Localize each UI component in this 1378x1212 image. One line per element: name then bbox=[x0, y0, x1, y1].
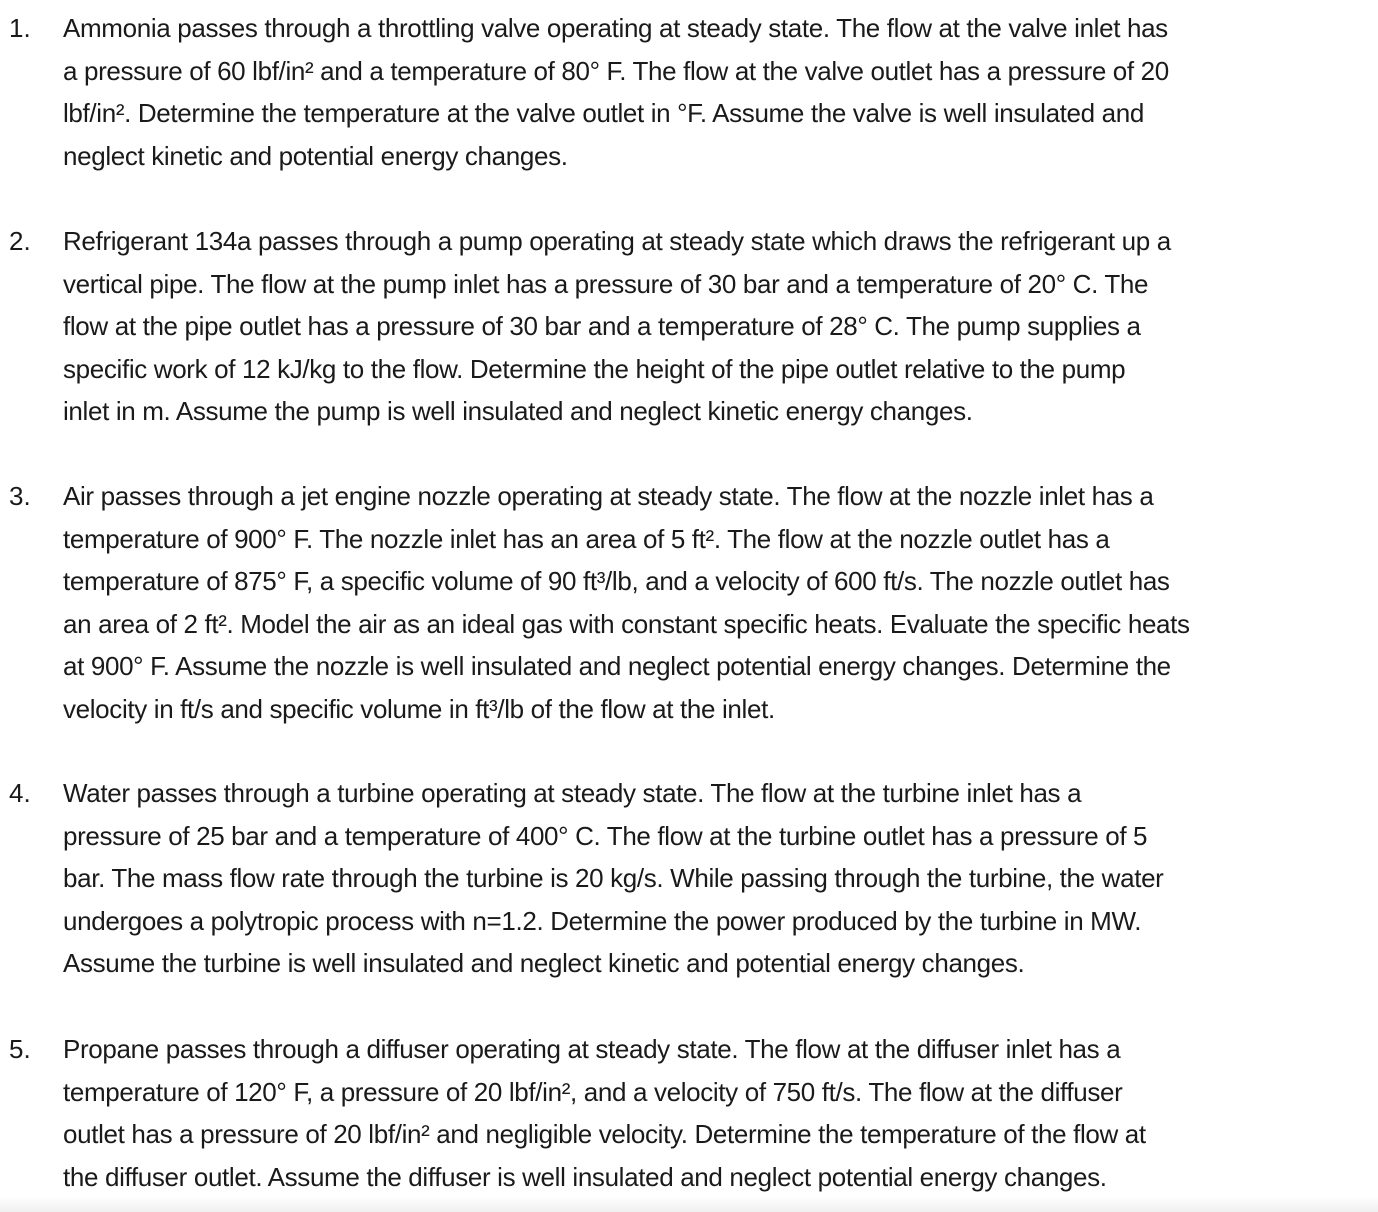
problem-text-line: temperature of 900° F. The nozzle inlet has an area of 5 ft². The flow at the nozzle outlet has a bbox=[63, 523, 1110, 554]
problem-number: 2. bbox=[9, 226, 31, 256]
problem-5 bbox=[0, 1028, 1378, 1198]
problem-text-line: neglect kinetic and potential energy changes. bbox=[63, 140, 568, 171]
bottom-fade bbox=[0, 1196, 1378, 1212]
problem-text-line: lbf/in². Determine the temperature at the valve outlet in °F. Assume the valve is well insulated and bbox=[63, 98, 1144, 128]
problem-text-line: Water passes through a turbine operating at steady state. The flow at the turbine inlet has a bbox=[63, 778, 1082, 808]
problem-text-line: Air passes through a jet engine nozzle operating at steady state. The flow at the nozzle inlet has a bbox=[63, 481, 1154, 511]
problem-2 bbox=[0, 220, 1378, 433]
problem-text-line: bar. The mass flow rate through the turbine is 20 kg/s. While passing through the turbine, the water bbox=[63, 863, 1164, 893]
problem-text-line: vertical pipe. The flow at the pump inlet has a pressure of 30 bar and a temperature of 20° C. The bbox=[63, 268, 1149, 299]
problem-text-line: a pressure of 60 lbf/in² and a temperature of 80° F. The flow at the valve outlet has a pressure of 20 bbox=[63, 55, 1169, 86]
problem-number: 5. bbox=[9, 1034, 31, 1064]
problem-text-line: Ammonia passes through a throttling valve operating at steady state. The flow at the valve inlet has bbox=[63, 13, 1168, 43]
problem-text-line: temperature of 875° F, a specific volume of 90 ft³/lb, and a velocity of 600 ft/s. The nozzle outlet has bbox=[63, 566, 1170, 596]
problem-number: 3. bbox=[9, 481, 31, 511]
problem-text-line: at 900° F. Assume the nozzle is well insulated and neglect potential energy changes. Determine the bbox=[63, 651, 1171, 681]
problem-4 bbox=[0, 772, 1378, 985]
problem-text-line: outlet has a pressure of 20 lbf/in² and negligible velocity. Determine the temperature of the flow at bbox=[63, 1119, 1146, 1149]
problem-text-line: inlet in m. Assume the pump is well insulated and neglect kinetic energy changes. bbox=[63, 396, 973, 426]
problem-text-line: velocity in ft/s and specific volume in ft³/lb of the flow at the inlet. bbox=[63, 693, 775, 724]
problem-text-line: temperature of 120° F, a pressure of 20 lbf/in², and a velocity of 750 ft/s. The flow at the diffuser bbox=[63, 1076, 1123, 1107]
problem-number: 1. bbox=[9, 13, 31, 43]
problem-3 bbox=[0, 475, 1378, 730]
problem-1 bbox=[0, 7, 1378, 177]
problem-text-line: pressure of 25 bar and a temperature of 400° C. The flow at the turbine outlet has a pressure of 5 bbox=[63, 820, 1148, 851]
problem-text-line: Refrigerant 134a passes through a pump operating at steady state which draws the refrigerant up a bbox=[63, 226, 1171, 256]
problem-text-line: Propane passes through a diffuser operating at steady state. The flow at the diffuser inlet has a bbox=[63, 1034, 1121, 1064]
problem-text-line: undergoes a polytropic process with n=1.2. Determine the power produced by the turbine in MW. bbox=[63, 905, 1142, 936]
problem-text-line: an area of 2 ft². Model the air as an ideal gas with constant specific heats. Evaluate the specific heats bbox=[63, 608, 1190, 639]
problem-text-line: flow at the pipe outlet has a pressure of 30 bar and a temperature of 28° C. The pump supplies a bbox=[63, 311, 1141, 341]
problem-number: 4. bbox=[9, 778, 31, 808]
problem-text-line: specific work of 12 kJ/kg to the flow. Determine the height of the pipe outlet relative to the pump bbox=[63, 353, 1126, 384]
problem-text-line: Assume the turbine is well insulated and neglect kinetic and potential energy changes. bbox=[63, 948, 1025, 978]
problem-text-line: the diffuser outlet. Assume the diffuser is well insulated and neglect potential energy changes. bbox=[63, 1161, 1107, 1192]
